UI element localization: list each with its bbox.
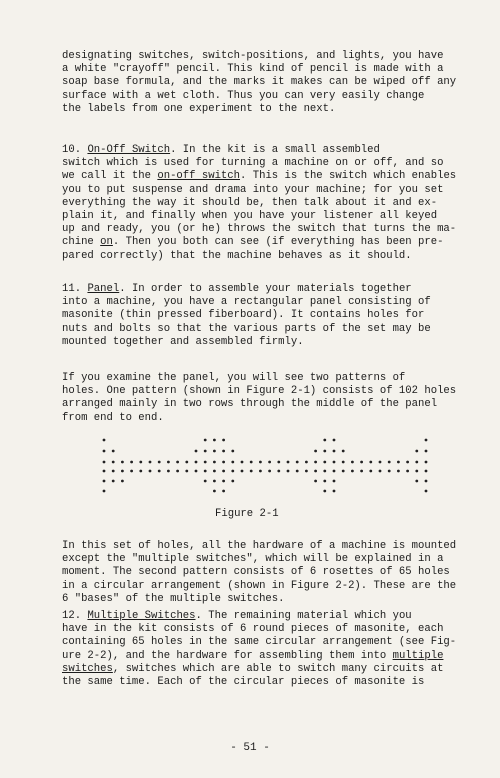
hole-dot — [231, 450, 234, 453]
hole-dot — [425, 439, 428, 442]
text-line: have in the kit consists of 6 round pieces of masonite, each — [62, 623, 444, 636]
hole-dot — [231, 480, 234, 483]
text-line: plain it, and finally when you have your listener all keyed — [62, 210, 438, 223]
hole-dot — [259, 470, 262, 473]
hole-dot — [323, 470, 326, 473]
hole-dot — [204, 439, 207, 442]
text-line: 11. Panel. In order to assemble your materials together — [62, 283, 412, 295]
hole-dot — [149, 461, 152, 464]
hole-dot — [259, 461, 262, 464]
hole-dot — [250, 470, 253, 473]
hole-dot — [333, 461, 336, 464]
hole-dot — [204, 450, 207, 453]
hole-dot — [213, 450, 216, 453]
hole-dot — [222, 470, 225, 473]
text-line: mounted together and assembled firmly. — [62, 335, 304, 348]
hole-dot — [185, 470, 188, 473]
hole-dot — [369, 461, 372, 464]
hole-dot — [213, 439, 216, 442]
hole-dot — [425, 461, 428, 464]
hole-dot — [287, 470, 290, 473]
hole-dot — [333, 450, 336, 453]
page-number: - 51 - — [230, 742, 270, 754]
paragraph-panel — [62, 283, 464, 349]
hole-dot — [314, 450, 317, 453]
text-line: arranged mainly in two rows through the middle of the panel — [62, 398, 438, 411]
hole-dot — [213, 480, 216, 483]
hole-dot — [222, 439, 225, 442]
hole-dot — [195, 470, 198, 473]
hole-dot — [103, 490, 106, 493]
hole-dot — [222, 461, 225, 464]
hole-dot — [305, 470, 308, 473]
hole-dot — [397, 470, 400, 473]
hole-dot — [112, 461, 115, 464]
hole-dot — [195, 450, 198, 453]
text-line: containing 65 holes in the same circular arrangement (see Fig- — [62, 636, 457, 649]
hole-dot — [406, 470, 409, 473]
hole-dot — [185, 461, 188, 464]
text-line: moment. The second pattern consists of 6 rosettes of 65 holes — [62, 566, 450, 579]
text-line: designating switches, switch-positions, and lights, you have — [62, 50, 444, 62]
hole-dot — [167, 461, 170, 464]
hole-dot — [333, 439, 336, 442]
text-line: switches, switches which are able to switch many circuits at — [62, 662, 444, 675]
hole-dot — [333, 480, 336, 483]
text-line: pared correctly) that the machine behaves as it should. — [62, 249, 412, 262]
hole-dot — [342, 461, 345, 464]
hole-dot — [415, 480, 418, 483]
hole-dot — [425, 450, 428, 453]
hole-dot — [158, 461, 161, 464]
hole-dot — [112, 470, 115, 473]
hole-dot — [121, 461, 124, 464]
text-line: soap base formula, and the marks it makes can be wiped off any — [62, 76, 457, 89]
hole-dot — [369, 470, 372, 473]
text-line: nuts and bolts so that the various parts of the set may be — [62, 322, 431, 335]
hole-dot — [268, 470, 271, 473]
text-line: except the "multiple switches", which will be explained in a — [62, 553, 444, 566]
hole-dot — [342, 470, 345, 473]
hole-dot — [213, 490, 216, 493]
text-line: the same time. Each of the circular pieces of masonite is — [62, 676, 425, 689]
text-line: 12. Multiple Switches. The remaining material which you — [62, 610, 412, 622]
hole-dot — [121, 470, 124, 473]
hole-dot — [139, 461, 142, 464]
hole-dot — [204, 480, 207, 483]
hole-dot — [314, 480, 317, 483]
hole-dot — [397, 461, 400, 464]
text-line: chine on. Then you both can see (if everything has been pre- — [62, 236, 444, 249]
text-line: from end to end. — [62, 411, 164, 424]
paragraph-on-off-switch — [62, 144, 464, 263]
text-line: ure 2-2), and the hardware for assembling them into multiple — [62, 649, 444, 662]
text-line: a white "crayoff" pencil. This kind of pencil is made with a — [62, 63, 444, 76]
hole-dot — [323, 490, 326, 493]
hole-dot — [415, 470, 418, 473]
hole-dot — [425, 490, 428, 493]
text-line: If you examine the panel, you will see two patterns of — [62, 372, 406, 384]
hole-dot — [268, 461, 271, 464]
hole-dot — [241, 461, 244, 464]
hole-dot — [287, 461, 290, 464]
hole-dot — [314, 461, 317, 464]
hole-dot — [250, 461, 253, 464]
figure-caption: Figure 2-1 — [215, 508, 279, 520]
hole-dot — [130, 470, 133, 473]
hole-dot — [103, 439, 106, 442]
paragraph-multiple-switches — [62, 610, 464, 689]
text-line: In this set of holes, all the hardware of a machine is mounted — [62, 540, 457, 552]
hole-dot — [425, 480, 428, 483]
text-line: the labels from one experiment to the next. — [62, 102, 336, 115]
hole-dot — [323, 480, 326, 483]
hole-dot — [333, 470, 336, 473]
hole-dot — [176, 470, 179, 473]
hole-dot — [103, 450, 106, 453]
hole-dot — [204, 461, 207, 464]
paragraph-continuation — [62, 50, 464, 116]
text-line: up and ready, you (or he) throws the switch that turns the ma- — [62, 223, 457, 236]
paragraph-hardware — [62, 540, 464, 606]
figure-hole-pattern — [98, 430, 438, 500]
text-line: into a machine, you have a rectangular panel consisting of — [62, 296, 431, 309]
text-line: holes. One pattern (shown in Figure 2-1) consists of 102 holes — [62, 385, 457, 398]
hole-dot — [351, 461, 354, 464]
hole-dot — [222, 480, 225, 483]
text-line: 6 "bases" of the multiple switches. — [62, 592, 285, 605]
text-line: in a circular arrangement (shown in Figure 2-2). These are the — [62, 579, 457, 592]
hole-dot — [277, 461, 280, 464]
hole-dot — [231, 470, 234, 473]
hole-dot — [305, 461, 308, 464]
hole-dot — [277, 470, 280, 473]
hole-dot — [406, 461, 409, 464]
text-line: 10. On-Off Switch. In the kit is a small assembled — [62, 144, 380, 156]
hole-dot — [213, 470, 216, 473]
hole-dot — [213, 461, 216, 464]
hole-dot — [425, 470, 428, 473]
hole-dot — [314, 470, 317, 473]
hole-dot — [204, 470, 207, 473]
hole-dot — [333, 490, 336, 493]
hole-dot — [379, 470, 382, 473]
hole-dot — [195, 461, 198, 464]
hole-dot — [103, 480, 106, 483]
hole-dot — [222, 450, 225, 453]
hole-dot — [139, 470, 142, 473]
hole-dot — [351, 470, 354, 473]
hole-dot — [103, 470, 106, 473]
hole-dot — [415, 450, 418, 453]
hole-dot — [323, 450, 326, 453]
hole-dot — [296, 470, 299, 473]
hole-dot — [167, 470, 170, 473]
paragraph-patterns — [62, 372, 464, 425]
hole-dot — [360, 461, 363, 464]
text-line: we call it the on-off switch. This is the switch which enables — [62, 170, 457, 183]
hole-dot — [149, 470, 152, 473]
hole-dot — [103, 461, 106, 464]
hole-dot — [415, 461, 418, 464]
hole-dot — [296, 461, 299, 464]
hole-dot — [130, 461, 133, 464]
hole-dot — [388, 461, 391, 464]
hole-dot — [241, 470, 244, 473]
hole-dot — [112, 480, 115, 483]
hole-dot — [342, 450, 345, 453]
hole-dot — [112, 450, 115, 453]
hole-dot — [360, 470, 363, 473]
hole-dot — [379, 461, 382, 464]
hole-dot — [176, 461, 179, 464]
hole-dot — [388, 470, 391, 473]
hole-dot — [323, 461, 326, 464]
text-line: switch which is used for turning a machine on or off, and so — [62, 157, 444, 170]
hole-dot — [323, 439, 326, 442]
text-line: you to put suspense and drama into your machine; for you set — [62, 183, 444, 196]
hole-dot — [158, 470, 161, 473]
hole-dot — [222, 490, 225, 493]
hole-dot — [121, 480, 124, 483]
text-line: masonite (thin pressed fiberboard). It contains holes for — [62, 309, 425, 322]
text-line: surface with a wet cloth. Thus you can very easily change — [62, 89, 425, 102]
hole-dot — [231, 461, 234, 464]
text-line: everything the way it should be, then talk about it and ex- — [62, 196, 438, 209]
